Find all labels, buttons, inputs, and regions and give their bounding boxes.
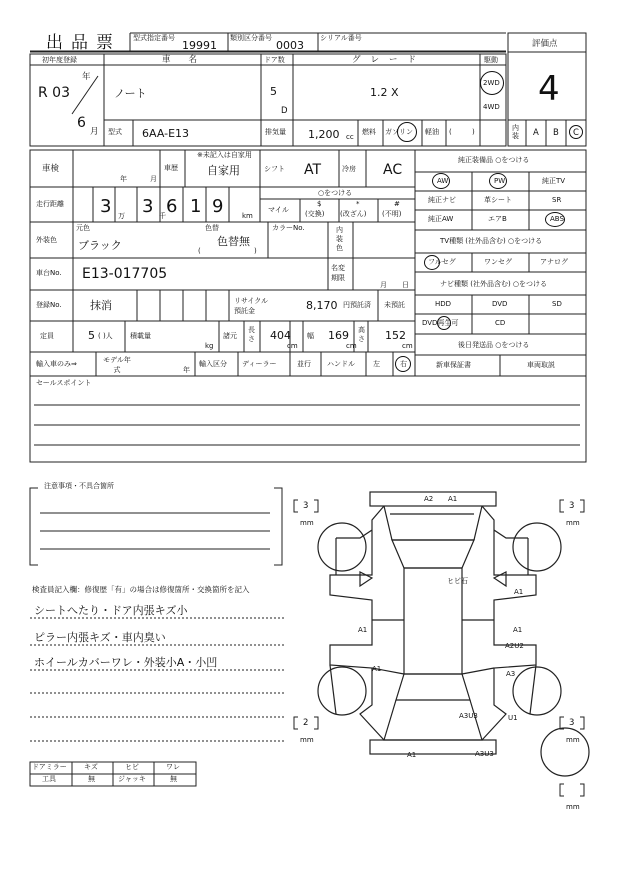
ac-value: AC	[383, 162, 403, 178]
mark-fender-r: A1	[514, 588, 524, 596]
equip-airbag: エアB	[488, 215, 507, 223]
later-title: 後日発送品 ○をつける	[458, 341, 530, 349]
notes-label: 注意事項・不具合箇所	[44, 482, 114, 490]
fuel-label: 燃料	[362, 128, 376, 136]
import-label: 輸入車のみ⇒	[36, 360, 77, 368]
equip-pw-circle	[489, 173, 507, 189]
tread-fl-mm: mm	[300, 519, 314, 527]
mark-front-a2: A2	[424, 495, 434, 503]
tread-rl-mm: mm	[300, 736, 314, 744]
name-change-day: 日	[402, 281, 409, 289]
mark-quarter-l: A1	[372, 665, 382, 673]
height-label: 高さ	[358, 326, 365, 343]
tread-fr-mm: mm	[566, 519, 580, 527]
grade-label: 評価点	[532, 39, 558, 49]
dealer-label: ディーラー	[242, 360, 277, 368]
inspection-label: 車検	[42, 164, 60, 174]
interior-label: 内装	[512, 124, 519, 140]
mileage-digit-1: 3	[100, 196, 112, 217]
handle-right: 右	[400, 360, 407, 368]
history-label: 車歴	[164, 164, 178, 172]
recycle-label: リサイクル預託金	[234, 297, 269, 315]
era-year: R 03	[38, 85, 70, 101]
mark-quarter-r: A3	[506, 670, 516, 678]
nav-cd: CD	[495, 319, 506, 327]
mark-door-fr: A1	[513, 626, 523, 634]
width-cm: cm	[346, 342, 357, 350]
equip-aw: AW	[437, 177, 449, 185]
exchange-label: (交換)	[305, 210, 325, 218]
car-name-label: 車名	[162, 55, 216, 65]
color-change-value: 色替無	[217, 235, 250, 248]
tread-fl: 3	[303, 501, 309, 511]
length-cm: cm	[287, 342, 298, 350]
interior-c: C	[573, 128, 579, 138]
import-type-label: 輸入区分	[199, 360, 227, 368]
interior-c-circle	[569, 125, 583, 139]
drive-4wd: 4WD	[483, 103, 500, 111]
displacement-unit: cc	[346, 133, 354, 141]
mark-rear-bumper-a1: A1	[407, 751, 417, 759]
equip-navi: 純正ナビ	[428, 196, 456, 204]
fuel-other: (	[449, 128, 452, 136]
reg-value: 抹消	[90, 299, 112, 312]
legend-header-1: ドアミラー	[32, 763, 67, 771]
mark-rear-u1: U1	[508, 714, 518, 722]
sen-unit: 千	[159, 212, 166, 220]
later-manual: 車両取説	[527, 361, 555, 369]
legend-value-4: 無	[170, 775, 177, 783]
doors-label: ドア数	[264, 56, 285, 64]
orig-color-label: 元色	[76, 224, 90, 232]
handle-label: ハンドル	[327, 360, 355, 368]
mark-rear-bumper-a3u3: A3U3	[475, 750, 494, 758]
color-code-label: カラーNo.	[272, 224, 305, 232]
grade-col-label: グレード	[352, 55, 427, 65]
inspector-note-label: 検査員記入欄：修復歴「有」の場合は修復箇所・交換箇所を記入	[32, 585, 250, 594]
history-note: ※未記入は自家用	[197, 151, 252, 159]
fuel-other-close: )	[472, 128, 475, 136]
name-change-label: 名変期限	[331, 264, 345, 282]
height-cm: cm	[402, 342, 413, 350]
legend-value-2: 無	[88, 775, 95, 783]
legend-value-3: ジャッキ	[118, 775, 146, 783]
type-no-label: 型式指定番号	[133, 34, 175, 42]
nav-dvd-playback: DVD再生可	[422, 319, 459, 327]
nav-title: ナビ種類 (社外品含む) ○をつける	[440, 280, 548, 288]
tread-rr: 3	[569, 718, 575, 728]
fuel-gasoline-circle	[397, 122, 417, 142]
star-mark: *	[356, 200, 360, 208]
mileage-digit-2: 3	[142, 196, 154, 217]
capacity-unit: ( )人	[98, 332, 113, 340]
drive-2wd-circle	[480, 71, 504, 95]
nav-dvd-playback-circle	[437, 316, 451, 330]
grade-text: 1.2 X	[370, 86, 399, 99]
fuel-diesel: 軽油	[425, 128, 439, 136]
class-no-label: 類別区分番号	[230, 34, 272, 42]
inspector-line-2: ピラー内張キズ・車内臭い	[34, 631, 166, 644]
equip-abs: ABS	[550, 215, 564, 223]
equip-tv: 純正TV	[542, 177, 566, 185]
fuel-gasoline: ガソリン	[385, 128, 413, 136]
mark-windshield: ヒビ石	[447, 577, 468, 585]
tread-rl: 2	[303, 718, 309, 728]
mark-door-rr: A2U2	[505, 642, 524, 650]
parallel-label: 並行	[297, 360, 311, 368]
modified-label: (改ざん)	[340, 210, 367, 218]
tread-rr-mm: mm	[566, 736, 580, 744]
mileage-digit-4: 1	[190, 196, 202, 217]
recycle-unit: 円預託済	[343, 301, 371, 309]
equip-pw: PW	[494, 177, 506, 185]
type-no: 19991	[182, 39, 217, 52]
chassis-value: E13-017705	[82, 266, 168, 282]
drive-label: 駆動	[484, 56, 498, 64]
capacity-label: 定員	[40, 332, 54, 340]
mileage-label: 走行距離	[36, 200, 64, 208]
dimensions-label: 諸元	[223, 332, 237, 340]
recycle-value: 8,170	[306, 299, 338, 312]
equip-aw2: 純正AW	[428, 215, 454, 223]
interior-a: A	[533, 128, 539, 138]
tv-fullseg: フルセグ	[428, 258, 456, 266]
drive-2wd: 2WD	[483, 79, 500, 87]
later-warranty: 新車保証書	[436, 361, 471, 369]
handle-right-circle	[395, 356, 411, 372]
model-label: 型式	[108, 128, 122, 136]
color-change-label: 色替	[205, 224, 219, 232]
car-name: ノート	[114, 87, 147, 100]
history-value: 自家用	[207, 164, 240, 177]
circle-note: ○をつける	[318, 189, 353, 197]
serial-label: シリアル番号	[320, 34, 362, 42]
mark-rear-a3u3: A3U3	[459, 712, 478, 720]
shift-label: シフト	[264, 165, 285, 173]
model-year-label: モデル年式	[103, 356, 131, 374]
inspector-line-3: ホイールカバーワレ・外装小A・小凹	[34, 656, 218, 669]
equip-leather: 革シート	[484, 196, 512, 204]
inspection-year-unit: 年	[120, 175, 127, 183]
model-year-nen: 年	[183, 366, 190, 374]
name-change-month: 月	[380, 281, 387, 289]
door-type: D	[281, 106, 288, 116]
year-unit: 年	[82, 72, 91, 82]
tv-fullseg-circle	[424, 255, 440, 270]
length-label: 長さ	[248, 326, 255, 343]
class-no: 0003	[276, 39, 304, 52]
form-title: 出品票	[46, 33, 121, 53]
color-paren-close: )	[254, 247, 257, 255]
mileage-digit-5: 9	[212, 196, 224, 217]
doors-value: 5	[270, 85, 277, 98]
equip-abs-circle	[545, 212, 565, 227]
tv-oneseg: ワンセグ	[484, 258, 512, 266]
unknown-label: (不明)	[382, 210, 402, 218]
man-unit: 万	[118, 212, 125, 220]
mile-label: マイル	[268, 206, 289, 214]
reg-label: 登録No.	[36, 301, 62, 309]
legend-value-1: 工具	[42, 775, 56, 783]
equip-aw-circle	[432, 173, 450, 189]
chassis-label: 車台No.	[36, 269, 62, 277]
handle-left: 左	[373, 360, 380, 368]
length-value: 404	[270, 329, 291, 342]
shift-value: AT	[304, 162, 322, 178]
first-reg-label: 初年度登録	[42, 56, 77, 64]
dollar-mark: $	[317, 200, 322, 208]
hash-mark: #	[394, 200, 400, 208]
reg-month: 6	[77, 115, 86, 131]
mark-door-fl: A1	[358, 626, 368, 634]
mileage-digit-3: 6	[166, 196, 178, 217]
model-value: 6AA-E13	[142, 127, 190, 140]
interior-b: B	[553, 128, 559, 138]
ac-label: 冷房	[342, 165, 356, 173]
equip-sr: SR	[552, 196, 562, 204]
width-label: 幅	[307, 332, 314, 340]
car-diagram	[318, 492, 589, 776]
load-kg: kg	[205, 342, 214, 350]
tread-spare-mm: mm	[566, 803, 580, 811]
orig-color: ブラック	[78, 239, 122, 252]
month-unit: 月	[90, 127, 99, 137]
tv-analog: アナログ	[540, 258, 568, 266]
equipment-title: 純正装備品 ○をつける	[458, 156, 530, 164]
interior-color-label: 内装色	[336, 226, 343, 252]
sales-point-label: セールスポイント	[36, 379, 92, 387]
legend-header-4: ワレ	[166, 763, 180, 771]
tv-title: TV種類 (社外品含む) ○をつける	[440, 237, 543, 245]
inspection-month-unit: 月	[150, 175, 157, 183]
legend-header-3: ヒビ	[125, 763, 139, 771]
grade-value: 4	[538, 69, 560, 109]
km-unit: km	[242, 212, 253, 220]
legend-header-2: キズ	[84, 763, 98, 771]
color-label: 外装色	[36, 236, 57, 244]
displacement-value: 1,200	[308, 128, 340, 141]
nav-hdd: HDD	[435, 300, 452, 308]
width-value: 169	[328, 329, 349, 342]
nav-sd: SD	[552, 300, 562, 308]
displacement-label: 排気量	[265, 128, 286, 136]
height-value: 152	[385, 329, 406, 342]
nav-dvd: DVD	[492, 300, 508, 308]
mark-front-a1: A1	[448, 495, 458, 503]
color-paren-open: (	[198, 247, 201, 255]
inspector-line-1: シートへたり・ドア内張キズ小	[34, 604, 188, 617]
capacity-value: 5	[88, 329, 95, 342]
recycle-not: 未預託	[384, 301, 405, 309]
load-label: 積載量	[130, 332, 151, 340]
tread-fr: 3	[569, 501, 575, 511]
